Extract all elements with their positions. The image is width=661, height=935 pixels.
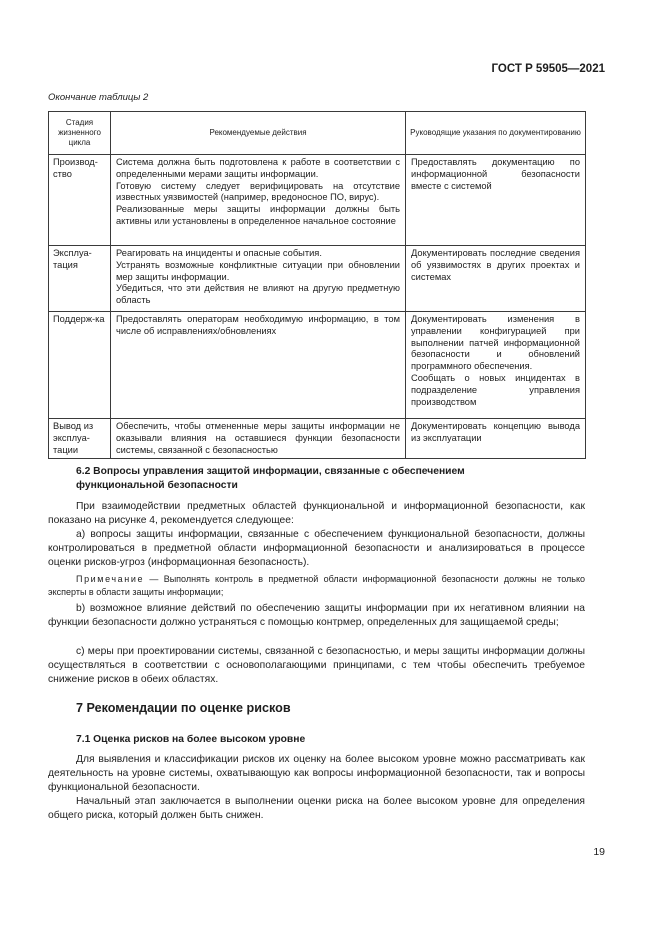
table-row <box>49 419 586 459</box>
stage-cell: Вывод из эксплуа-тации <box>49 419 111 459</box>
docs-cell <box>406 312 586 419</box>
section-6-2-item-b: b) возможное влияние действий по обеспечению защиты информации при их негативном влиянии на функции безопасности должно устраняться с помощью контрмер, определенных для защищаемой среды; <box>48 603 585 628</box>
doc-text: Документировать концепцию вывода из эксплуатации <box>411 421 580 443</box>
section-6-2-item-c: c) меры при проектировании системы, связанной с безопасностью, и меры защиты информации должны осуществляться в соответствии с основополагающими принципами, с тем чтобы обеспечить требуемое снижение рисков в обеих областях. <box>48 646 585 685</box>
section-6-2-intro: При взаимодействии предметных областей функциональной и информационной безопасности, как показано на рисунке 4, рекомендуется следующее: <box>48 501 585 526</box>
actions-cell <box>111 419 406 459</box>
action-text: Реагировать на инциденты и опасные события. <box>116 248 322 258</box>
table-header-row <box>49 112 586 155</box>
docs-cell <box>406 419 586 459</box>
docs-cell <box>406 155 586 246</box>
action-text: Система должна быть подготовлена к работе в соответствии с определенными мерами защиты информации. <box>116 157 400 179</box>
action-text: Убедиться, что эти действия не влияют на другую предметную область <box>116 283 400 306</box>
section-6-2-item-a: a) вопросы защиты информации, связанные с обеспечением функциональной безопасности, должны контролироваться в предметной области информационной безопасности и анализироваться в процессе оценки рисков-угроз (информационная безопасность). <box>48 529 585 568</box>
action-text: Устранять возможные конфликтные ситуации при обновлении мер защиты информации. <box>116 259 400 282</box>
note-text: — Выполнять контроль в предметной области информационной безопасности должны не только эксперты в области защиты информации; <box>48 574 585 597</box>
actions-cell <box>111 155 406 246</box>
actions-cell <box>111 246 406 312</box>
action-text: Предоставлять операторам необходимую информацию, в том числе об исправлениях/обновлениях <box>116 314 400 336</box>
section-7-1-para2: Начальный этап заключается в выполнении оценки риска на более высоком уровне для определения общего риска, который должен быть снижен. <box>48 796 585 821</box>
stage-cell: Поддерж-ка <box>49 312 111 419</box>
header-docs: Руководящие указания по документированию <box>406 112 586 155</box>
docs-cell <box>406 246 586 312</box>
table-row <box>49 246 586 312</box>
document-code: ГОСТ Р 59505—2021 <box>491 63 605 75</box>
action-text: Обеспечить, чтобы отмененные меры защиты информации не оказывали влияния на оставшиеся функции безопасности системы, связанной с безопасностью <box>116 421 400 455</box>
doc-text: Документировать последние сведения об уязвимостях в других проектах и системах <box>411 248 580 282</box>
header-actions: Рекомендуемые действия <box>111 112 406 155</box>
doc-text: Документировать изменения в управлении конфигурацией при выполнении патчей информационной безопасности и обновлений программного обеспечения. <box>411 314 580 372</box>
table-row <box>49 312 586 419</box>
doc-text: Сообщать о новых инцидентах в подразделение управления производством <box>411 372 580 407</box>
section-7-1-heading: 7.1 Оценка рисков на более высоком уровне <box>76 734 306 745</box>
doc-text: Предоставлять документацию по информационной безопасности вместе с системой <box>411 157 580 191</box>
table-row <box>49 155 586 246</box>
page-number: 19 <box>593 846 605 858</box>
lifecycle-table <box>48 111 586 459</box>
section-6-2-note <box>48 573 585 598</box>
stage-cell: Производ-ство <box>49 155 111 246</box>
header-stage: Стадия жизненного цикла <box>49 112 111 155</box>
note-label: Примечание <box>76 574 145 584</box>
section-6-2-heading-line2: функциональной безопасности <box>76 480 238 491</box>
section-7-heading: 7 Рекомендации по оценке рисков <box>76 701 291 715</box>
stage-cell: Эксплуа-тация <box>49 246 111 312</box>
section-6-2-heading-line1: 6.2 Вопросы управления защитой информации, связанные с обеспечением <box>76 466 465 477</box>
actions-cell <box>111 312 406 419</box>
table-caption: Окончание таблицы 2 <box>48 92 149 103</box>
action-text: Реализованные меры защиты информации должны быть активны или установлены в определенное начальное состояние <box>116 204 400 226</box>
section-7-1-para1: Для выявления и классификации рисков их оценку на более высоком уровне можно рассматривать как деятельность на уровне системы, охватывающую как вопросы информационной безопасности, так и вопросы функциональной безопасности. <box>48 754 585 793</box>
action-text: Готовую систему следует верифицировать на отсутствие известных уязвимостей (например, вредоносное ПО, вирус). <box>116 180 400 203</box>
